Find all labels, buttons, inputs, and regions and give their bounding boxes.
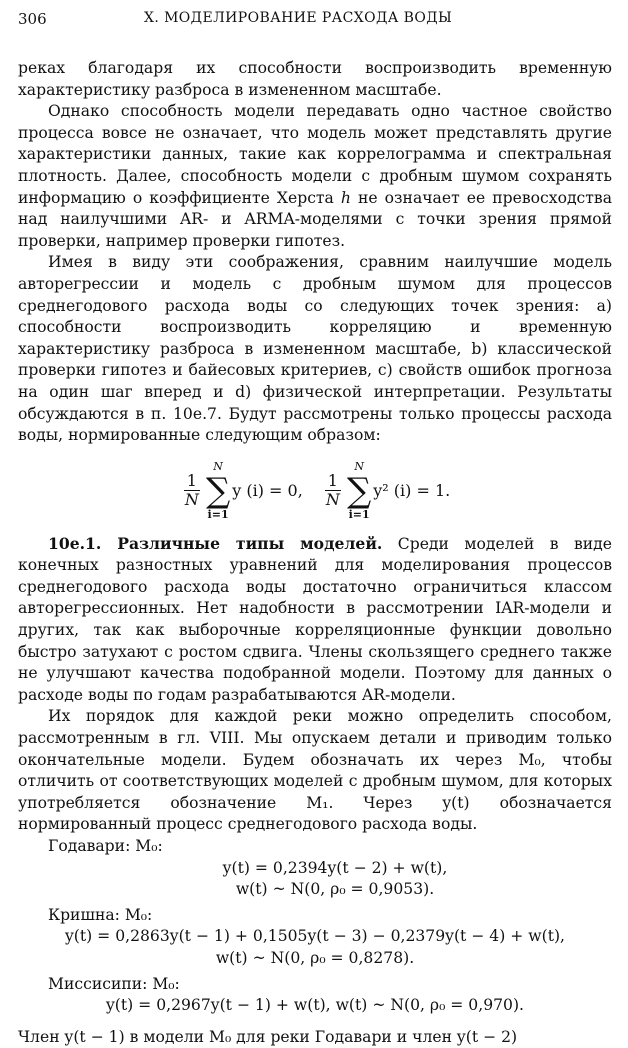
paragraph: Однако способность модели передавать одно частное свойство процесса вовсе не означает, что модель может представлять другие характеристики данных, такие как коррелограмма и спектральная плотность. Далее, способность модели с дробным шумом сохранять информацию о коэффициенте Херста ℎ не означает ее превосходства над наилучшими AR- и ARMA-моделями с точки зрения прямой проверки, например проверки гипотез.: [18, 102, 612, 250]
paragraph-last-line: Член y(t − 1) в модели M₀ для реки Годавари и член y(t − 2): [18, 1027, 518, 1046]
page-header: [14, 10, 614, 34]
fraction: $\frac{1}{N}$: [184, 471, 199, 510]
sum-symbol: N ∑ i=1: [346, 459, 372, 521]
normalization-equation: $\frac{1}{N}$ N ∑ i=1 y (i) = 0, $\frac{1}{N}$ N ∑ i=1 y² (i) = 1.: [184, 459, 451, 521]
section-paragraph: 10е.1. Различные типы моделей. Среди моделей в виде конечных разностных уравнений для моделирования процессов среднегодового расхода воды достаточно ограничиться классом авторегрессионных. Нет надобности в рассмотрении IAR-модели и других, так как выборочные корреляционные функции довольно быстро затухают с ростом сдвига. Члены скользящего среднего также не улучшают качества подобранной модели. Поэтому для данных о расходе воды по годам разрабатываются AR-модели.: [18, 533, 612, 704]
paragraph: Имея в виду эти соображения, сравним наилучшие модель авторегрессии и модель с дробным шумом для процессов среднегодового расхода воды со следующих точек зрения: a) способности воспроизводить корреляцию и временную характеристику разброса в измененном масштабе, b) классической проверки гипотез и байесовых критериев, c) свойств ошибок прогноза на один шаг вперед и d) физической интерпретации. Результаты обсуждаются в п. 10е.7. Будут рассмотрены только процессы расхода воды, нормированные следующим образом:: [18, 253, 612, 445]
section-title: 10е.1. Различные типы моделей.: [48, 533, 383, 553]
paragraph-continuation: реках благодаря их способности воспроизводить временную характеристику разброса в измененном масштабе.: [18, 59, 612, 99]
mississippi-equation: y(t) = 0,2967y(t − 1) + w(t), w(t) ~ N(0, ρ₀ = 0,970).: [105, 996, 524, 1015]
page-number: 306: [18, 10, 47, 28]
page-body: [18, 58, 612, 1048]
model-label-mississippi: Миссисипи: M₀:: [48, 974, 180, 993]
sum-symbol: N ∑ i=1: [205, 459, 231, 521]
krishna-equations: y(t) = 0,2863y(t − 1) + 0,1505y(t − 3) − 0,2379y(t − 4) + w(t), w(t) ~ N(0, ρ₀ = 0,8278).: [64, 927, 566, 967]
model-label-krishna: Кришна: M₀:: [48, 905, 153, 924]
running-head: X. МОДЕЛИРОВАНИЕ РАСХОДА ВОДЫ: [144, 10, 453, 26]
godavari-equations: y(t) = 0,2394y(t − 2) + w(t), w(t) ~ N(0, ρ₀ = 0,9053).: [222, 858, 448, 899]
model-label-godavari: Годавари: M₀:: [48, 837, 163, 855]
paragraph: Их порядок для каждой реки можно определить способом, рассмотренным в гл. VIII. Мы опускаем детали и приводим только окончательные модели. Будем обозначать их через M₀, чтобы отличить от соответствующих моделей с дробным шумом, для которых употребляется обозначение M₁. Через y(t) обозначается нормированный процесс среднегодового расхода воды.: [18, 707, 612, 834]
fraction: $\frac{1}{N}$: [325, 471, 340, 510]
